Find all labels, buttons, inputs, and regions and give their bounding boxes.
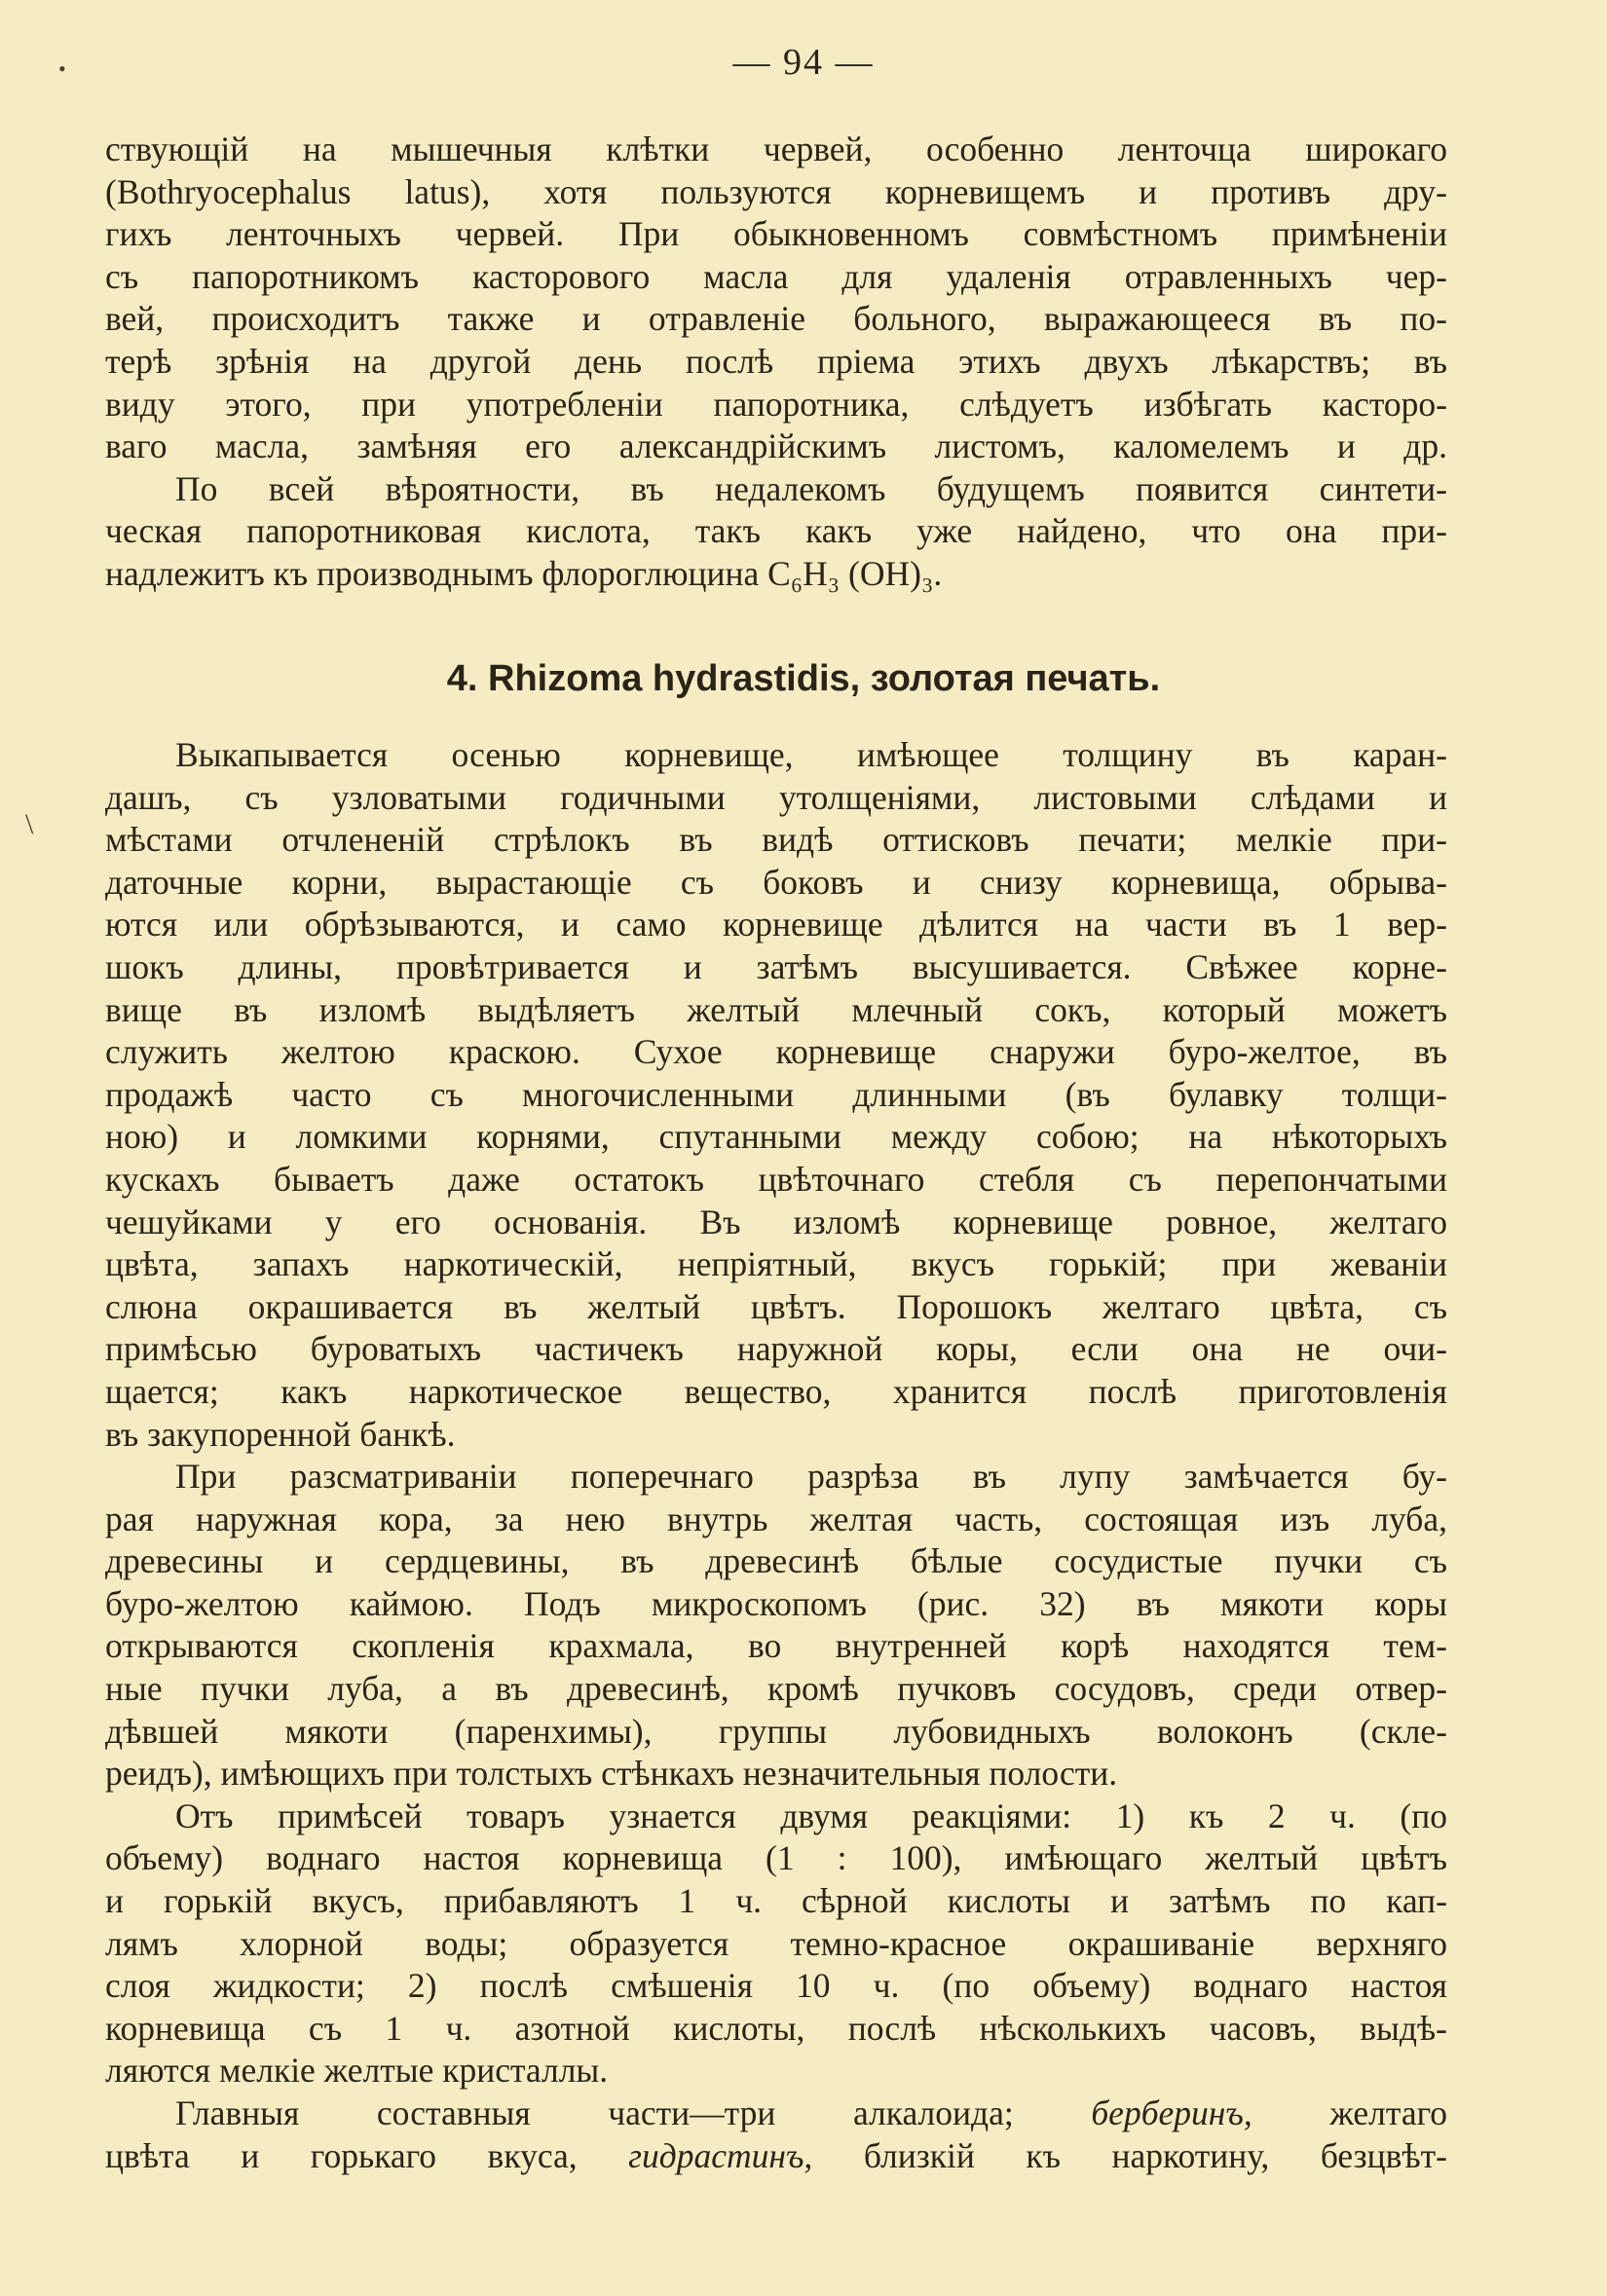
text-line: цвѣта, запахъ наркотическій, непріятный, вкусъ горькій; при жеваніи [105, 1244, 1447, 1284]
text-line: открываются скопленія крахмала, во внутренней корѣ находятся тем- [105, 1626, 1447, 1666]
text-line [105, 2092, 1447, 2135]
alkaloid-name-hydrastine: гидрастинъ, [628, 2135, 813, 2175]
text-line: Отъ примѣсей товаръ узнается двумя реакціями: 1) къ 2 ч. (по [175, 1796, 1447, 1835]
text-line: вей, происходитъ также и отравленіе больного, выражающееся въ по- [105, 299, 1447, 339]
text-line: ваго масла, замѣняя его александрійскимъ листомъ, каломелемъ и др. [105, 426, 1447, 466]
text-line: объему) воднаго настоя корневища (1 : 100), имѣющаго желтый цвѣтъ [105, 1838, 1447, 1878]
text-line: ются или обрѣзываются, и само корневище дѣлится на части въ 1 вер- [105, 905, 1447, 944]
text-line: даточные корни, вырастающіе съ боковъ и снизу корневища, обрыва- [105, 862, 1447, 902]
alkaloid-name-berberine: берберинъ, [1091, 2093, 1252, 2132]
text-line: слоя жидкости; 2) послѣ смѣшенія 10 ч. (по объему) воднаго настоя [105, 1966, 1447, 2006]
text-line: примѣсью буроватыхъ частичекъ наружной коры, если она не очи- [105, 1329, 1447, 1369]
text-line: ляются мелкіе желтые кристаллы. [105, 2051, 609, 2091]
page-number: — 94 — [732, 42, 875, 83]
text-line: древесины и сердцевины, въ древесинѣ бѣлые сосудистые пучки съ [105, 1541, 1447, 1581]
text-line: терѣ зрѣнія на другой день послѣ пріема этихъ двухъ лѣкарствъ; въ [105, 341, 1447, 381]
text-line: шокъ длины, провѣтривается и затѣмъ высушивается. Свѣжее корне- [105, 946, 1447, 986]
text-line: реидъ), имѣющихъ при толстыхъ стѣнкахъ незначительныя полости. [105, 1754, 1118, 1794]
text-line: продажѣ часто съ многочисленными длинными (въ булавку толщи- [105, 1074, 1447, 1114]
text-line: дашъ, съ узловатыми годичными утолщеніями, листовыми слѣдами и [105, 777, 1447, 817]
text-line: лямъ хлорной воды; образуется темно-красное окрашиваніе верхняго [105, 1923, 1447, 1963]
text-line: служить желтою краскою. Сухое корневище снаружи буро-желтое, въ [105, 1032, 1447, 1072]
text-line: корневища съ 1 ч. азотной кислоты, послѣ нѣсколькихъ часовъ, выдѣ- [105, 2008, 1447, 2048]
text-line: рая наружная кора, за нею внутрь желтая часть, состоящая изъ луба, [105, 1499, 1447, 1538]
text-line: щается; какъ наркотическое вещество, хранится послѣ приготовленія [105, 1371, 1447, 1411]
text-line: (Bothryocephalus latus), хотя пользуются корневищемъ и противъ дру- [105, 171, 1447, 211]
text-line: чешуйками у его основанія. Въ изломѣ корневище ровное, желтаго [105, 1202, 1447, 1241]
text-line: буро-желтою каймою. Подъ микроскопомъ (рис. 32) въ мякоти коры [105, 1583, 1447, 1623]
text-run: близкій къ наркотину, безцвѣт- [812, 2135, 1448, 2175]
text-line: виду этого, при употребленіи папоротника, слѣдуетъ избѣгать касторо- [105, 384, 1447, 424]
text-line: Выкапывается осенью корневище, имѣющее толщину въ каран- [175, 735, 1447, 774]
section-heading: 4. Rhizoma hydrastidis, золотая печать. [446, 658, 1161, 699]
margin-dot-mark: • [58, 56, 66, 81]
text-line: ные пучки луба, а въ древесинѣ, кромѣ пучковъ сосудовъ, среди отвер- [105, 1669, 1447, 1709]
text-line: въ закупоренной банкѣ. [105, 1414, 456, 1454]
text-line: и горькій вкусъ, прибавляютъ 1 ч. сѣрной кислоты и затѣмъ по кап- [105, 1881, 1447, 1921]
text-block-main [105, 734, 1447, 2177]
text-line [105, 2135, 1447, 2178]
text-line: надлежитъ къ производнымъ флороглюцина C₆H₃ (OH)₃. [105, 553, 943, 593]
text-line: мѣстами отчлененій стрѣлокъ въ видѣ оттисковъ печати; мелкіе при- [105, 820, 1447, 860]
text-line: вище въ изломѣ выдѣляетъ желтый млечный сокъ, который можетъ [105, 989, 1447, 1029]
text-line: слюна окрашивается въ желтый цвѣтъ. Порошокъ желтаго цвѣта, съ [105, 1286, 1447, 1326]
text-run: цвѣта и горькаго вкуса, [105, 2135, 629, 2175]
text-line: ною) и ломкими корнями, спутанными между собою; на нѣкоторыхъ [105, 1117, 1447, 1157]
margin-stroke-mark: \ [25, 808, 34, 840]
text-line: съ папоротникомъ касторового масла для удаленія отравленныхъ чер- [105, 256, 1447, 296]
text-line: кускахъ бываетъ даже остатокъ цвѣточнаго стебля съ перепончатыми [105, 1159, 1447, 1199]
text-line: ческая папоротниковая кислота, такъ какъ уже найдено, что она при- [105, 511, 1447, 551]
text-line: гихъ ленточныхъ червей. При обыкновенномъ совмѣстномъ примѣненіи [105, 214, 1447, 254]
text-run: Главныя составныя части—три алкалоида; [175, 2093, 1092, 2132]
text-run: желтаго [1252, 2093, 1447, 2132]
text-block-top [105, 129, 1447, 596]
text-line: При разсматриваніи поперечнаго разрѣза въ лупу замѣчается бу- [175, 1457, 1447, 1497]
text-line: По всей вѣроятности, въ недалекомъ будущемъ появится синтети- [175, 468, 1447, 508]
text-line: дѣвшей мякоти (паренхимы), группы лубовидныхъ волоконъ (скле- [105, 1711, 1447, 1751]
text-line: ствующій на мышечныя клѣтки червей, особенно ленточца широкаго [105, 130, 1447, 168]
